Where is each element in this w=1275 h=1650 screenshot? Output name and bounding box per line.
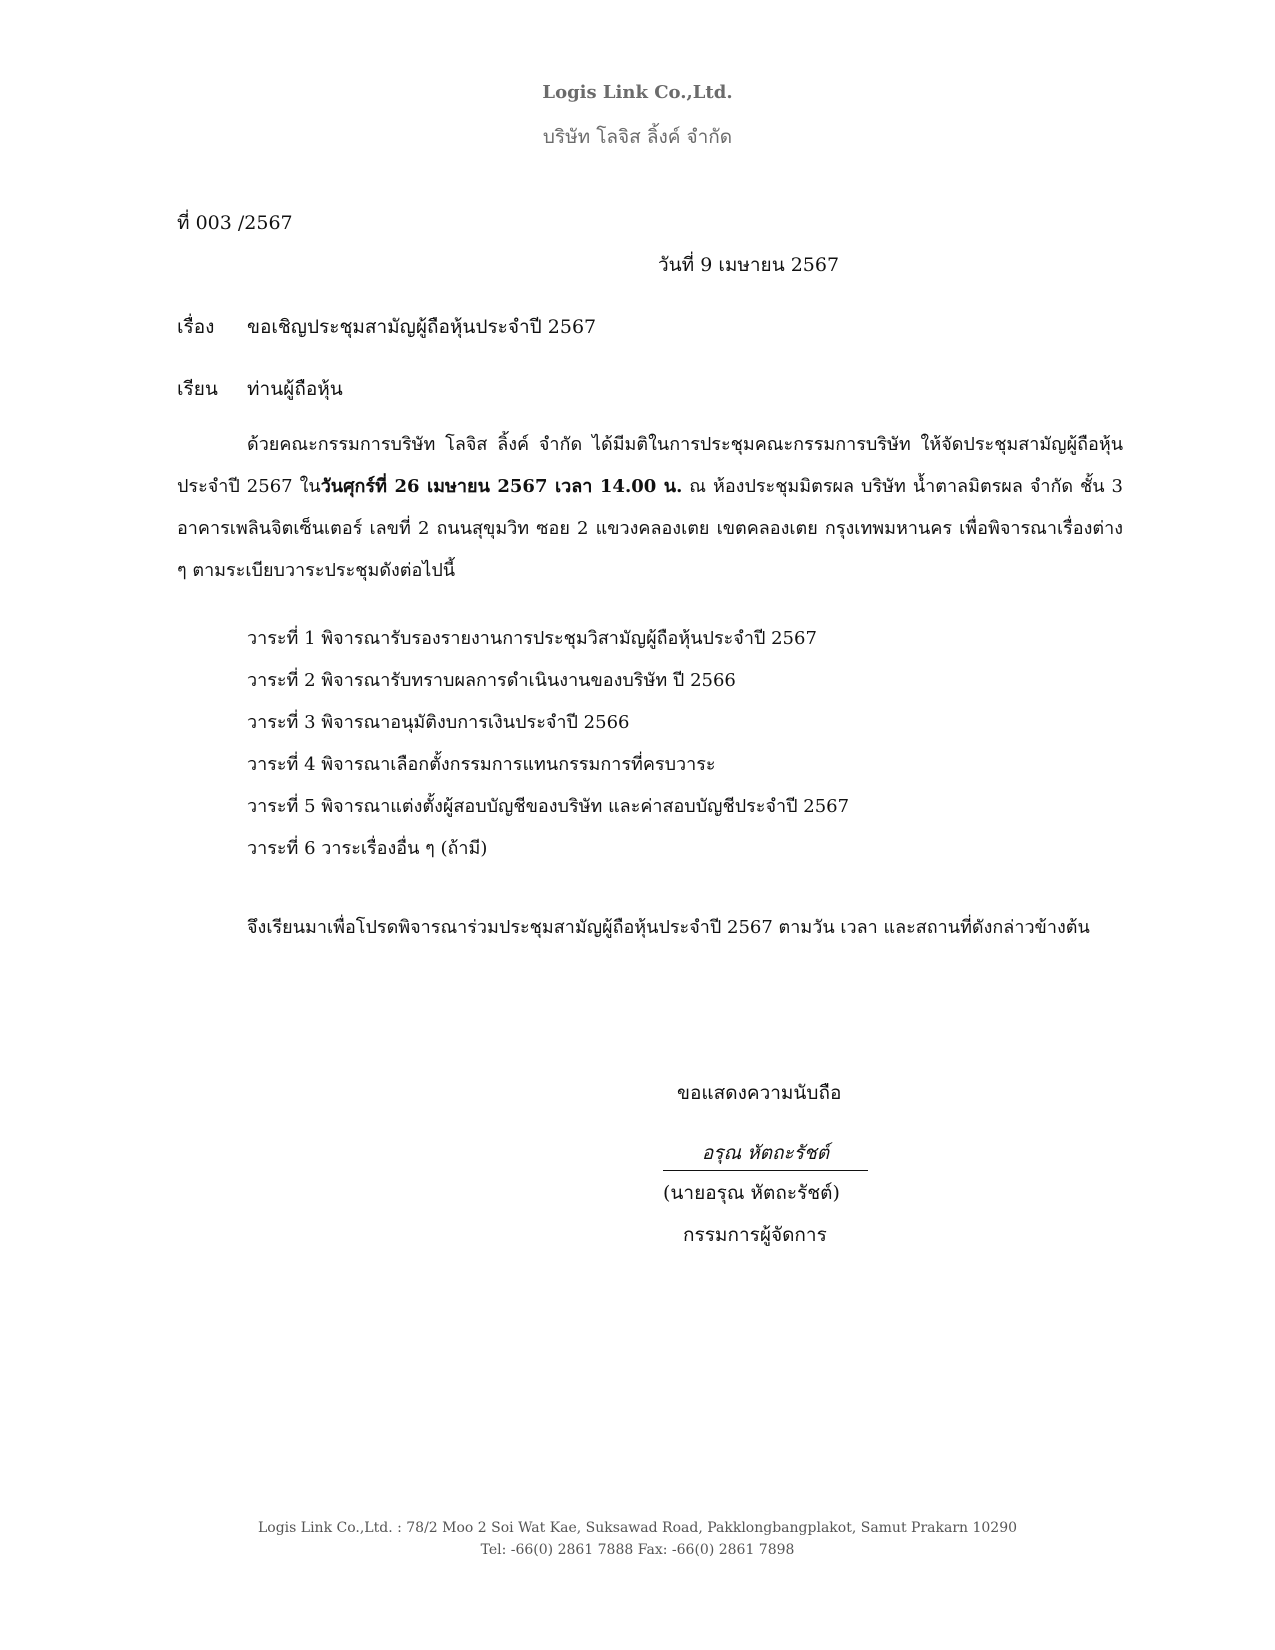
subject-line bbox=[177, 312, 596, 342]
body-paragraph bbox=[177, 424, 1123, 592]
closing-paragraph: จึงเรียนมาเพื่อโปรดพิจารณาร่วมประชุมสามัญผู้ถือหุ้นประจำปี 2567 ตามวัน เวลา และสถานที่ดังกล่าวข้างต้น bbox=[247, 917, 1090, 938]
signature: อรุณ หัตถะรัชต์ bbox=[663, 1138, 868, 1171]
company-name-th: บริษัท โลจิส ลิ้งค์ จำกัด bbox=[542, 126, 733, 148]
agenda-item: วาระที่ 2 พิจารณารับทราบผลการดำเนินงานของบริษัท ปี 2566 bbox=[247, 670, 736, 691]
agenda-list bbox=[247, 618, 849, 870]
regards: ขอแสดงความนับถือ bbox=[677, 1082, 842, 1104]
body-text-part2: ณ ห้องประชุมมิตรผล บริษัท น้ำตาลมิตรผล จำกัด ชั้น 3 อาคารเพลินจิตเซ็นเตอร์ เลขที่ 2 ถนนสุขุมวิท ซอย 2 แขวงคลองเตย เขตคลองเตย กรุงเทพมหานคร เพื่อพิจารณาเรื่องต่าง ๆ ตามระเบียบวาระประชุมดังต่อไปนี้ bbox=[177, 476, 1123, 581]
reference-number: ที่ 003 /2567 bbox=[177, 212, 293, 234]
meeting-datetime: วันศุกร์ที่ 26 เมษายน 2567 เวลา 14.00 น. bbox=[320, 476, 683, 497]
recipient-text: ท่านผู้ถือหุ้น bbox=[247, 378, 343, 400]
signer-name: (นายอรุณ หัตถะรัชต์) bbox=[663, 1182, 840, 1204]
subject-label: เรื่อง bbox=[177, 316, 215, 338]
agenda-item: วาระที่ 6 วาระเรื่องอื่น ๆ (ถ้ามี) bbox=[247, 838, 488, 859]
company-name-en: Logis Link Co.,Ltd. bbox=[542, 82, 733, 103]
agenda-item: วาระที่ 5 พิจารณาแต่งตั้งผู้สอบบัญชีของบริษัท และค่าสอบบัญชีประจำปี 2567 bbox=[247, 796, 850, 817]
agenda-item: วาระที่ 4 พิจารณาเลือกตั้งกรรมการแทนกรรมการที่ครบวาระ bbox=[247, 754, 716, 775]
signer-title: กรรมการผู้จัดการ bbox=[683, 1224, 827, 1246]
footer-contact: Tel: -66(0) 2861 7888 Fax: -66(0) 2861 7898 bbox=[480, 1542, 795, 1558]
letter-date: วันที่ 9 เมษายน 2567 bbox=[658, 254, 840, 276]
footer-address: Logis Link Co.,Ltd. : 78/2 Moo 2 Soi Wat Kae, Suksawad Road, Pakklongbangplakot, Samut Prakarn 10290 bbox=[257, 1520, 1018, 1536]
body-text-part1: ด้วยคณะกรรมการบริษัท โลจิส ลิ้งค์ จำกัด ได้มีมติในการประชุมคณะกรรมการบริษัท ให้จัดประชุมสามัญผู้ถือหุ้นประจำปี 2567 ใน bbox=[177, 434, 1123, 497]
recipient-line bbox=[177, 374, 343, 404]
recipient-label: เรียน bbox=[177, 378, 218, 400]
subject-text: ขอเชิญประชุมสามัญผู้ถือหุ้นประจำปี 2567 bbox=[247, 316, 597, 338]
agenda-item: วาระที่ 3 พิจารณาอนุมัติงบการเงินประจำปี 2566 bbox=[247, 712, 630, 733]
agenda-item: วาระที่ 1 พิจารณารับรองรายงานการประชุมวิสามัญผู้ถือหุ้นประจำปี 2567 bbox=[247, 628, 817, 649]
